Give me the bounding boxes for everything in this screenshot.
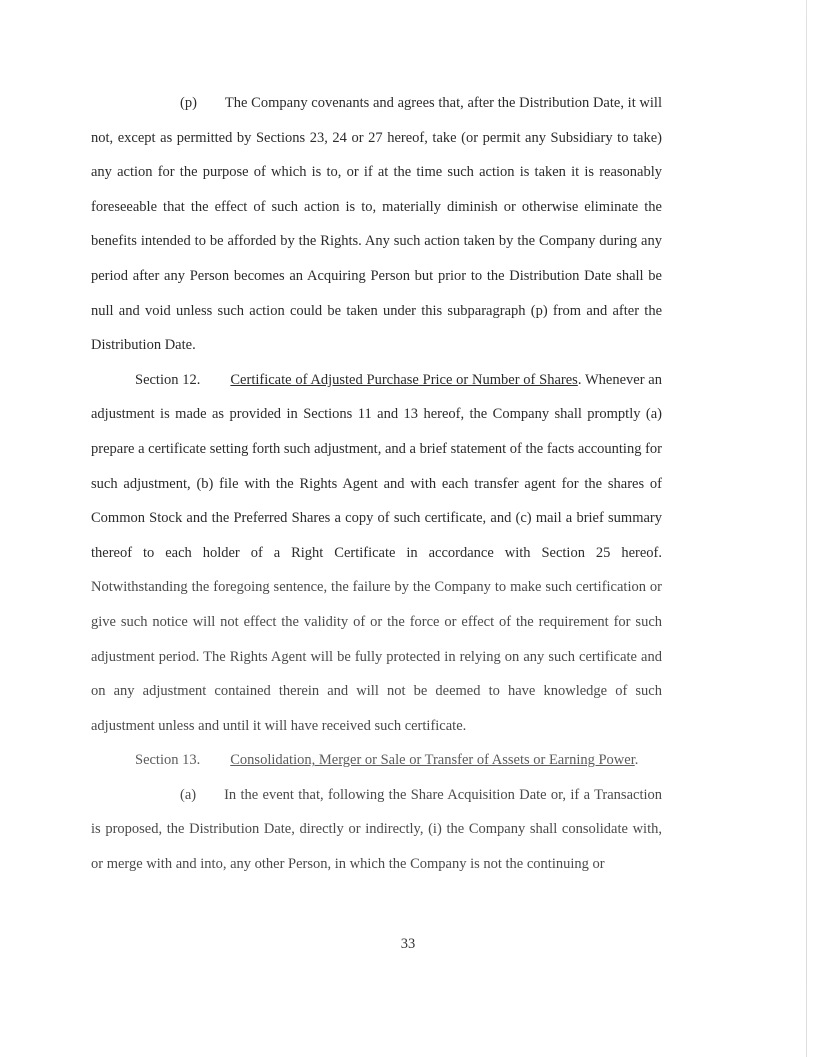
page-edge-shadow (806, 0, 807, 1057)
paragraph-p-label: (p) (180, 95, 197, 111)
section-12-body-part1: Whenever an adjustment is made as provided in Sections 11 and 13 hereof, the Company shall promptly (a) prepare a certificate setting forth such adjustment, and a brief statement of the facts accounting for such adjustment, (b) file with the Rights Agent and with each transfer agent for the shares of Common Stock and the Preferred Shares a copy of such certificate, and (c) mail a brief summary thereof to each holder of a Right Certificate in accordance with Section 25 hereof. (91, 371, 662, 561)
paragraph-a-text: In the event that, following the Share Acquisition Date or, if a Transaction is proposed, the Distribution Date, directly or indirectly, (i) the Company shall consolidate with, or merge with and into, any other Person, in which the Company is not the continuing or (91, 786, 662, 873)
document-page-body (91, 86, 662, 882)
paragraph-p-text: The Company covenants and agrees that, after the Distribution Date, it will not, except as permitted by Sections 23, 24 or 27 hereof, take (or permit any Subsidiary to take) any action for the purpose of which is to, or if at the time such action is taken it is reasonably foreseeable that the effect of such action is to, materially diminish or otherwise eliminate the benefits intended to be afforded by the Rights. Any such action taken by the Company during any period after any Person becomes an Acquiring Person but prior to the Distribution Date shall be null and void unless such action could be taken under this subparagraph (p) from and after the Distribution Date. (91, 95, 662, 354)
section-13-title-end: . (634, 752, 639, 769)
paragraph-p (91, 86, 662, 363)
section-13-number: Section 13. (135, 752, 201, 769)
paragraph-a (91, 778, 662, 882)
paragraph-a-label: (a) (180, 786, 197, 803)
section-12-number: Section 12. (135, 371, 201, 388)
section-12-title: Certificate of Adjusted Purchase Price or Number of Shares (230, 371, 578, 388)
section-12 (91, 363, 662, 744)
section-13-title: Consolidation, Merger or Sale or Transfer of Assets or Earning Power (230, 752, 635, 769)
page-number: 33 (400, 936, 416, 952)
section-13-heading (91, 743, 662, 778)
section-12-title-end: . (577, 371, 582, 388)
section-12-body-part2: Notwithstanding the foregoing sentence, the failure by the Company to make such certification or give such notice will not effect the validity of or the force or effect of the requirement for such adjustment period. The Rights Agent will be fully protected in relying on any such certificate and on any adjustment contained therein and will not be deemed to have knowledge of such adjustment unless and until it will have received such certificate. (91, 579, 662, 734)
